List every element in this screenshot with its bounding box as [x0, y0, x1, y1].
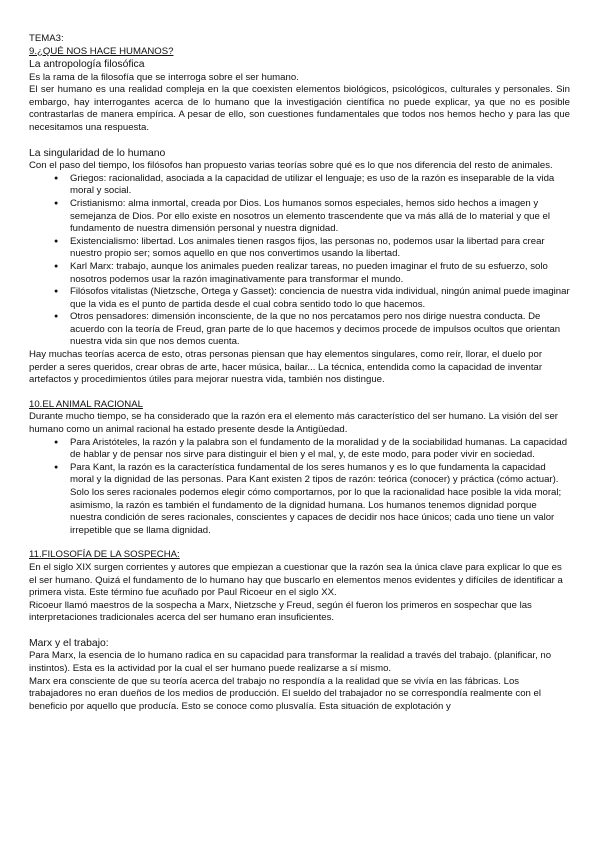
list-item: ● Filósofos vitalistas (Nietzsche, Ortega y Gasset): conciencia de nuestra vida individual, ningún animal puede imaginar que la vida es el punto de partida desde el cual cobra sentido todo lo que hacemos. [54, 286, 570, 311]
list-item: ● Otros pensadores: dimensión inconsciente, de la que no nos percatamos pero nos dirige nuestra conducta. De acuerdo con la teoría de Freud, gran parte de lo que hacemos y decimos procede de impulsos ocultos que orientan nuestra vida sin que nos demos cuenta. [54, 311, 570, 349]
tema-label: TEMA3: [29, 33, 64, 44]
list-item: ● Karl Marx: trabajo, aunque los animales pueden realizar tareas, no pueden imaginar el fruto de su esfuerzo, solo nosotros podemos usar la razón imaginativamente para transformar el mundo. [54, 261, 570, 286]
marx-paragraph-1: Para Marx, la esencia de lo humano radica en su capacidad para transformar la realidad a través del trabajo. (planificar, no instintos). Esta es la actividad por la cual el ser humano puede realizarse a sí mismo. [29, 650, 552, 675]
antropologia-title: La antropología filosófica [29, 59, 145, 71]
section-10-list [29, 437, 570, 538]
list-item: ● Cristianismo: alma inmortal, creada por Dios. Los humanos somos especiales, hemos sido hechos a imagen y semejanza de Dios. Por ello existe en nosotros un elemento trascendente que va más allá de lo material y que el fundamento de nuestra dimensión personal y nuestra dignidad. [54, 198, 570, 236]
section-11-paragraph-2: Ricoeur llamó maestros de la sospecha a Marx, Nietzsche y Freud, según él fueron los primeros en sospechar que las interpretaciones tradicionales acerca del ser humano eran insuficientes. [29, 599, 532, 624]
section-10-intro: Durante mucho tiempo, se ha considerado que la razón era el elemento más característico del ser humano. La visión del ser humano como un animal racional ha estado presente desde la Antigüedad. [29, 411, 559, 436]
spacer [29, 387, 570, 399]
section-11-title: 11.FILOSOFÍA DE LA SOSPECHA: [29, 549, 180, 561]
singularidad-list [29, 173, 570, 349]
marx-paragraph-2: Marx era consciente de que su teoría acerca del trabajo no respondía a la realidad que se vivía en las fábricas. Los trabajadores no eran dueños de los medios de producción. El sueldo del trabajador no se correspondía realmente con el beneficio por aquello que producía. Esto se conoce como plusvalía. Esta situación de explotación y [29, 675, 541, 712]
singularidad-title: La singularidad de lo humano [29, 147, 166, 159]
singularidad-intro: Con el paso del tiempo, los filósofos han propuesto varias teorías sobre qué es lo que nos diferencia del resto de animales. [29, 160, 553, 172]
antropologia-definition: Es la rama de la filosofía que se interroga sobre el ser humano. [29, 71, 299, 83]
list-item: ● Griegos: racionalidad, asociada a la capacidad de utilizar el lenguaje; es uso de la razón es inseparable de la vida moral y social. [54, 173, 570, 198]
section-10-title: 10.EL ANIMAL RACIONAL [29, 398, 143, 410]
list-item: ● Para Kant, la razón es la característica fundamental de los seres humanos y es lo que fundamenta la capacidad moral y la dignidad de las personas. Para Kant existen 2 tipos de razón: teórica (conocer) y práctica (cómo actuar). Solo los seres racionales podemos elegir cómo comportarnos, por lo que la racionalidad hace posible la vida moral; asimismo, la razón es también el fundamento de la dignidad humana. Los humanos tenemos dignidad porque nuestra condición de seres racionales, conscientes y capaces de decidir nos hace únicos; cada uno tiene un valor irrepetible que se llama dignidad. [54, 462, 570, 538]
spacer [29, 135, 570, 147]
list-item: ● Existencialismo: libertad. Los animales tienen rasgos fijos, las personas no, podemos usar la libertad para crear nuestro propio ser; somos aquello en que nos convertimos usando la libertad. [54, 236, 570, 261]
singularidad-conclusion: Hay muchas teorías acerca de esto, otras personas piensan que hay elementos singulares, como reír, llorar, el duelo por perder a seres queridos, crear obras de arte, hacer música, bailar... La técnica, entendida como la capacidad de inventar artefactos y procedimientos útiles para mejorar nuestra vida, también nos distingue. [29, 349, 543, 386]
spacer [29, 537, 570, 549]
antropologia-paragraph: El ser humano es una realidad compleja en la que coexisten elementos biológicos, psicológicos, culturales y personales. Sin embargo, hay interrogantes acerca de lo humano que la investigación científica no puede explicar, ya que no es posible contrastarlas de manera empírica. A pesar de ello, son cuestiones fundamentales que todos nos hemos hecho y para las que necesitamos una respuesta. [29, 84, 570, 134]
list-item: ● Para Aristóteles, la razón y la palabra son el fundamento de la moralidad y de la sociabilidad humanas. La capacidad de hablar y de pensar nos sirve para distinguir el bien y el mal, y, de este modo, para poder vivir en sociedad. [54, 437, 570, 462]
section-11-paragraph-1: En el siglo XIX surgen corrientes y autores que empiezan a cuestionar que la razón sea la única clave para explicar lo que es el ser humano. Quizá el fundamento de lo humano hay que buscarlo en elementos menos evidentes y difíciles de identificar a primera vista. Este término fue acuñado por Paul Ricoeur en el siglo XX. [29, 561, 563, 599]
marx-title: Marx y el trabajo: [29, 637, 109, 649]
spacer [29, 625, 570, 637]
section-9-title: 9.¿QUÉ NOS HACE HUMANOS? [29, 45, 174, 57]
